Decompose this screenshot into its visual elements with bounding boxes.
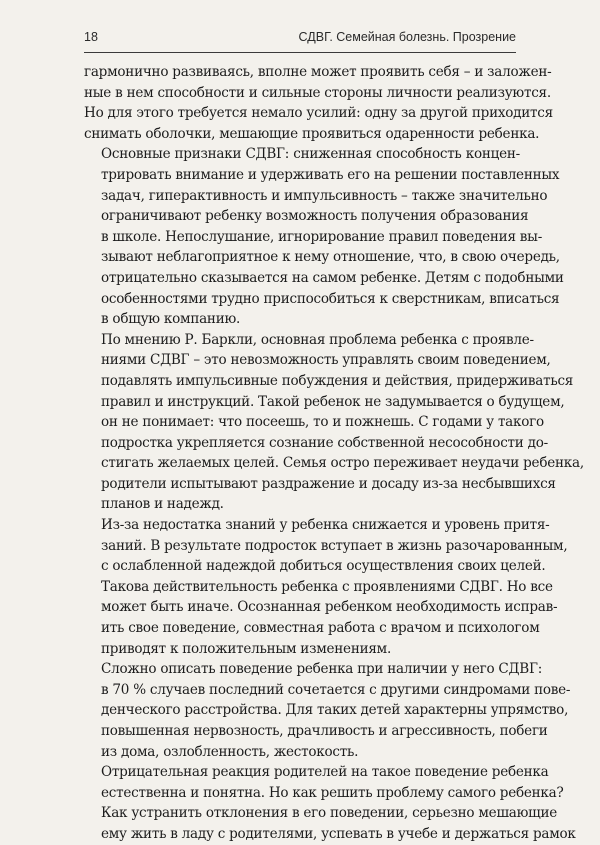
text-line: денческого расстройства. Для таких детей характерны упрямство, [101, 702, 569, 719]
text-line: естественна и понятна. Но как решить проблему самого ребенка? [101, 784, 564, 801]
running-header [84, 30, 516, 50]
text-line: зывают неблагоприятное к нему отношение, что, в свою очередь, [101, 249, 560, 266]
text-line: гармонично развиваясь, вполне может проявить себя – и заложен- [84, 64, 552, 80]
text-line: Такова действительность ребенка с проявлениями СДВГ. Но все [101, 578, 553, 595]
text-line: приводят к положительным изменениям. [101, 640, 392, 657]
text-line: в общую компанию. [101, 311, 241, 328]
text-line: Сложно описать поведение ребенка при наличии у него СДВГ: [101, 661, 543, 678]
text-line: ему жить в ладу с родителями, успевать в учебе и держаться рамок [101, 825, 576, 842]
text-line: Из-за недостатка знаний у ребенка снижается и уровень притя- [101, 517, 550, 534]
paragraph [84, 762, 576, 844]
text-line: в 70 % случаев последний сочетается с другими синдромами пове- [101, 681, 571, 698]
text-line: отрицательно сказывается на самом ребенке. Детям с подобными [101, 269, 564, 286]
running-title: СДВГ. Семейная болезнь. Прозрение [298, 30, 516, 44]
text-line: ить свое поведение, совместная работа с врачом и психологом [101, 620, 540, 637]
text-line: ниями СДВГ – это невозможность управлять своим поведением, [101, 352, 551, 369]
page-number: 18 [84, 30, 98, 44]
text-line: в школе. Непослушание, игнорирование правил поведения вы- [101, 228, 543, 245]
text-line: особенностями трудно приспособиться к сверстникам, вписаться [101, 290, 560, 307]
text-line: Но для этого требуется немало усилий: одну за другой приходится [84, 105, 553, 122]
text-line: ограничивают ребенку возможность получения образования [101, 208, 529, 225]
text-line: подавлять импульсивные побуждения и действия, придерживаться [101, 372, 574, 389]
text-line: Основные признаки СДВГ: сниженная способность концен- [101, 146, 520, 163]
text-line: родители испытывают раздражение и досаду из-за несбывшихся [101, 475, 556, 492]
text-line: ные в нем способности и сильные стороны личности реализуются. [84, 84, 551, 101]
text-line: с ослабленной надеждой добиться осуществления своих целей. [101, 558, 546, 575]
paragraph [84, 144, 564, 329]
paragraph [84, 659, 571, 762]
paragraph [84, 515, 568, 577]
paragraph [84, 330, 584, 515]
text-line: заний. В результате подросток вступает в жизнь разочарованным, [101, 537, 568, 554]
text-line: снимать оболочки, мешающие проявиться одаренности ребенка. [84, 125, 540, 142]
text-line: задач, гиперактивность и импульсивность – также значительно [101, 187, 548, 204]
text-line: Отрицательная реакция родителей на такое поведение ребенка [101, 764, 549, 781]
paragraph [84, 62, 553, 144]
text-line: может быть иначе. Осознанная ребенком необходимость исправ- [101, 599, 558, 616]
paragraph [84, 577, 558, 659]
header-rule [84, 52, 516, 53]
text-line: стигать желаемых целей. Семья остро переживает неудачи ребенка, [101, 455, 584, 472]
text-line: планов и надежд. [101, 496, 224, 513]
text-line: подростка укрепляется сознание собственной несособности до- [101, 434, 548, 451]
body-text [84, 62, 584, 845]
text-line: из дома, озлобленность, жестокость. [101, 743, 359, 760]
text-line: он не понимает: что посеешь, то и пожнешь. С годами у такого [101, 414, 544, 431]
text-line: трировать внимание и удерживать его на решении поставленных [101, 166, 560, 183]
text-line: Как устранить отклонения в его поведении, серьезно мешающие [101, 805, 558, 822]
text-line: По мнению Р. Баркли, основная проблема ребенка с проявле- [101, 331, 534, 348]
text-line: повышенная нервозность, драчливость и агрессивность, побеги [101, 723, 548, 739]
text-line: правил и инструкций. Такой ребенок не задумывается о будущем, [101, 393, 565, 410]
